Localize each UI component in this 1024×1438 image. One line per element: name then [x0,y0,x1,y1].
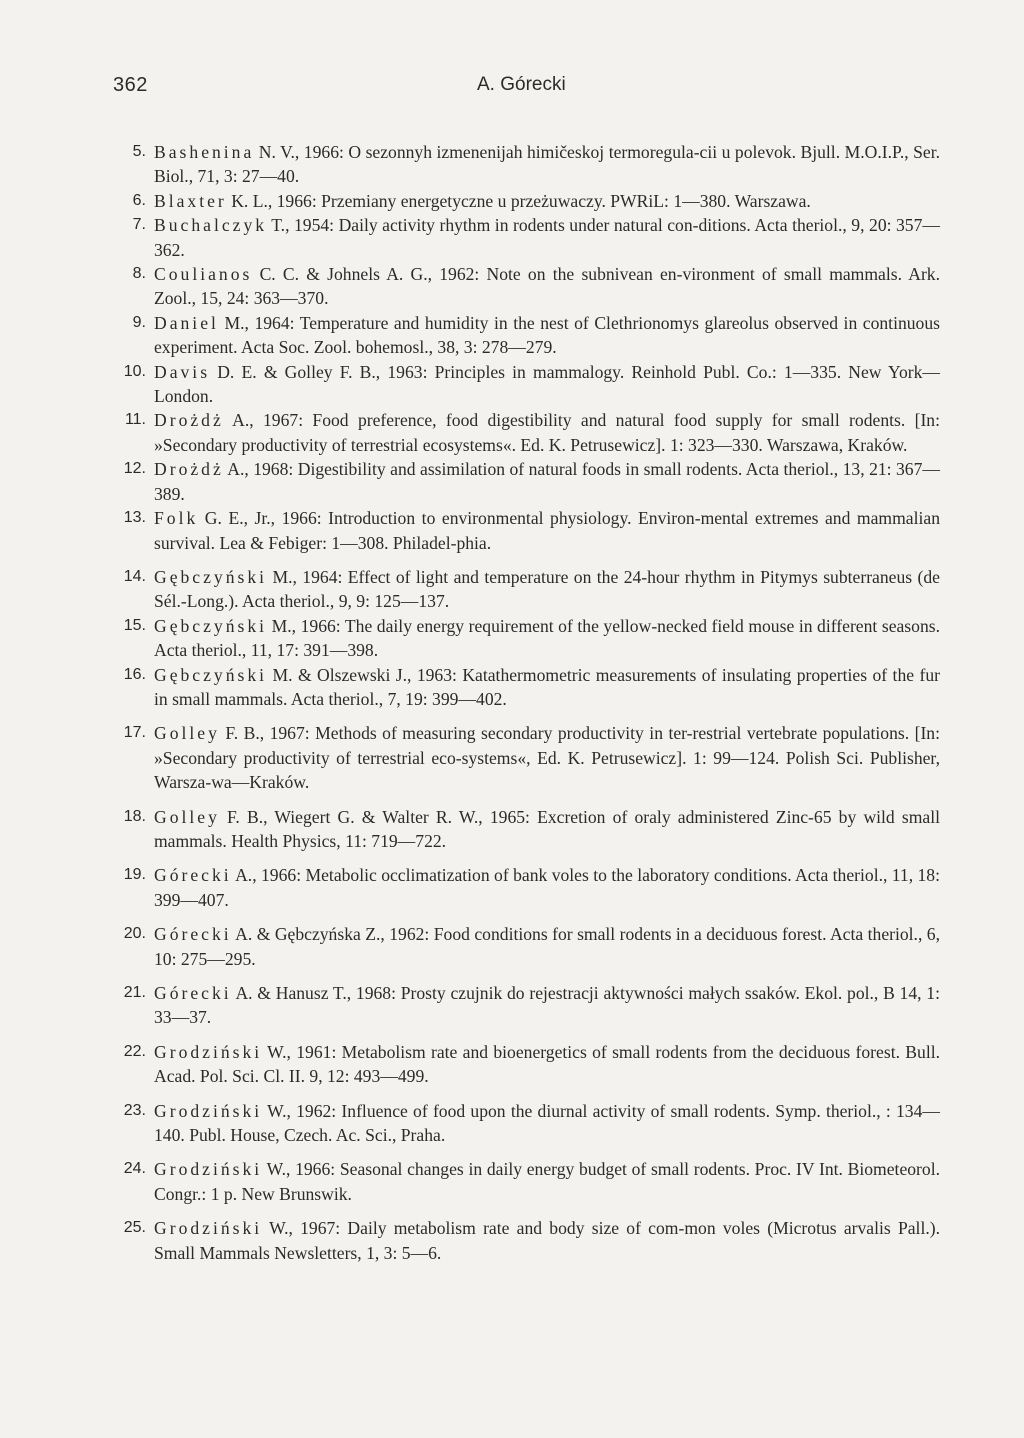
reference-item [110,506,940,555]
reference-text: A. & Hanusz T., 1968: Prosty czujnik do rejestracji aktywności małych ssaków. Ekol. pol., B 14, 1: 33—37. [154,983,940,1028]
reference-item [110,1040,940,1089]
reference-author: Buchalczyk [154,215,268,236]
reference-item [110,457,940,506]
reference-text: W., 1967: Daily metabolism rate and body size of com-mon voles (Microtus arvalis Pall.). Small Mammals Newsletters, 1, 3: 5—6. [154,1218,940,1263]
reference-text: N. V., 1966: O sezonnyh izmenenijah himičeskoj termoregula-cii u polevok. Bjull. M.O.I.P., Ser. Biol., 71, 3: 27—40. [154,142,940,187]
reference-text: M., 1966: The daily energy requirement of the yellow-necked field mouse in different seasons. Acta theriol., 11, 17: 391—398. [154,615,940,661]
reference-text: K. L., 1966: Przemiany energetyczne u przeżuwaczy. PWRiL: 1—380. Warszawa. [226,190,811,211]
reference-text: A. & Gębczyńska Z., 1962: Food conditions for small rodents in a deciduous forest. Acta theriol., 6, 10: 275—295. [154,924,940,969]
reference-item [110,721,940,794]
reference-number: 19. [123,866,146,884]
reference-author: Bashenina [154,142,255,162]
reference-item [110,189,940,213]
reference-item [110,311,940,360]
reference-item [110,360,940,409]
reference-item [110,213,940,262]
reference-number: 25. [123,1219,146,1237]
reference-item [110,863,940,912]
reference-item [110,1216,940,1265]
reference-number: 18. [123,807,146,825]
reference-author: Gębczyński [154,615,268,636]
reference-number: 9. [132,313,146,331]
reference-text: D. E. & Golley F. B., 1963: Principles in mammalogy. Reinhold Publ. Co.: 1—335. New York—London. [154,361,940,407]
reference-text: C. C. & Johnels A. G., 1962: Note on the subnivean en-vironment of small mammals. Ark. Zool., 15, 24: 363—370. [154,264,940,309]
reference-author: Blaxter [154,190,227,211]
reference-number: 8. [132,265,146,283]
reference-text: F. B., 1967: Methods of measuring secondary productivity in ter-restrial vertebrate populations. [In: »Secondary productivity of terrestrial eco-systems«, Ed. K. Petrusewicz]. 1: 99—124. Polish Sci. Publisher, Warsza-wa—Kraków. [154,723,940,793]
reference-author: Górecki [154,983,232,1003]
reference-author: Górecki [154,924,232,945]
reference-text: M., 1964: Temperature and humidity in the nest of Clethrionomys glareolus observed in continuous experiment. Acta Soc. Zool. bohemosl., 38, 3: 278—279. [154,312,940,358]
reference-item [110,805,940,854]
reference-author: Coulianos [154,264,253,285]
reference-number: 5. [132,143,146,160]
reference-text: M. & Olszewski J., 1963: Katathermometric measurements of insulating properties of the fur in small mammals. Acta theriol., 7, 19: 399—402. [154,664,940,709]
reference-author: Grodziński [154,1159,263,1180]
reference-item [110,614,940,663]
reference-number: 14. [123,567,146,585]
reference-author: Folk [154,508,199,529]
reference-text: W., 1966: Seasonal changes in daily energy budget of small rodents. Proc. IV Int. Biometeorol. Congr.: 1 p. New Brunswik. [154,1159,940,1204]
reference-number: 12. [123,460,146,478]
reference-author: Gębczyński [154,566,268,587]
reference-author: Drożdż [154,410,224,431]
reference-number: 16. [123,665,146,683]
reference-number: 23. [123,1101,146,1119]
page-header [113,74,940,104]
reference-number: 13. [123,509,146,527]
reference-author: Górecki [154,865,232,886]
reference-text: A., 1967: Food preference, food digestibility and natural food supply for small rodents. [In: »Secondary productivity of terrestrial ecosystems«. Ed. K. Petrusewicz]. 1: 323—330. Warszawa, Kraków. [154,410,940,455]
reference-author: Grodziński [154,1041,263,1062]
reference-item [110,922,940,971]
reference-author: Grodziński [154,1100,263,1121]
reference-text: F. B., Wiegert G. & Walter R. W., 1965: Excretion of oraly administered Zinc-65 by wild small mammals. Health Physics, 11: 719—722. [154,806,940,851]
page-number: 362 [113,74,148,96]
reference-author: Drożdż [154,459,224,480]
reference-item [110,140,940,189]
reference-number: 22. [123,1042,146,1060]
reference-item [110,565,940,614]
reference-item [110,663,940,712]
reference-text: M., 1964: Effect of light and temperature on the 24-hour rhythm in Pitymys subterraneus (de Sél.-Long.). Acta theriol., 9, 9: 125—137. [154,566,940,612]
reference-item [110,981,940,1030]
reference-text: A., 1966: Metabolic occlimatization of bank voles to the laboratory conditions. Acta theriol., 11, 18: 399—407. [154,865,940,910]
reference-author: Golley [154,806,220,827]
reference-text: W., 1962: Influence of food upon the diurnal activity of small rodents. Symp. theriol., : 134—140. Publ. House, Czech. Ac. Sci., Praha. [154,1100,940,1146]
reference-text: A., 1968: Digestibility and assimilation of natural foods in small rodents. Acta theriol., 13, 21: 367—389. [154,459,940,504]
reference-list [110,140,940,1265]
reference-author: Davis [154,361,211,382]
reference-author: Daniel [154,312,219,333]
reference-author: Golley [154,723,220,744]
reference-number: 11. [124,411,146,429]
reference-number: 24. [123,1160,146,1178]
reference-item [110,408,940,457]
reference-text: T., 1954: Daily activity rhythm in rodents under natural con-ditions. Acta theriol., 9, 20: 357—362. [154,215,940,260]
reference-number: 20. [123,925,146,943]
reference-number: 15. [123,616,146,634]
reference-text: W., 1961: Metabolism rate and bioenergetics of small rodents from the deciduous forest. Bull. Acad. Pol. Sci. Cl. II. 9, 12: 493—499. [154,1041,940,1087]
running-head: A. Górecki [477,74,566,95]
reference-text: G. E., Jr., 1966: Introduction to environmental physiology. Environ-mental extremes and mammalian survival. Lea & Febiger: 1—308. Philadel-phia. [154,508,940,553]
reference-number: 7. [132,216,146,234]
reference-number: 21. [123,984,146,1001]
reference-author: Grodziński [154,1218,263,1239]
reference-number: 10. [123,362,146,380]
reference-item [110,262,940,311]
reference-item [110,1099,940,1148]
reference-item [110,1157,940,1206]
reference-author: Gębczyński [154,664,268,685]
reference-number: 17. [123,724,146,742]
reference-number: 6. [132,191,146,209]
